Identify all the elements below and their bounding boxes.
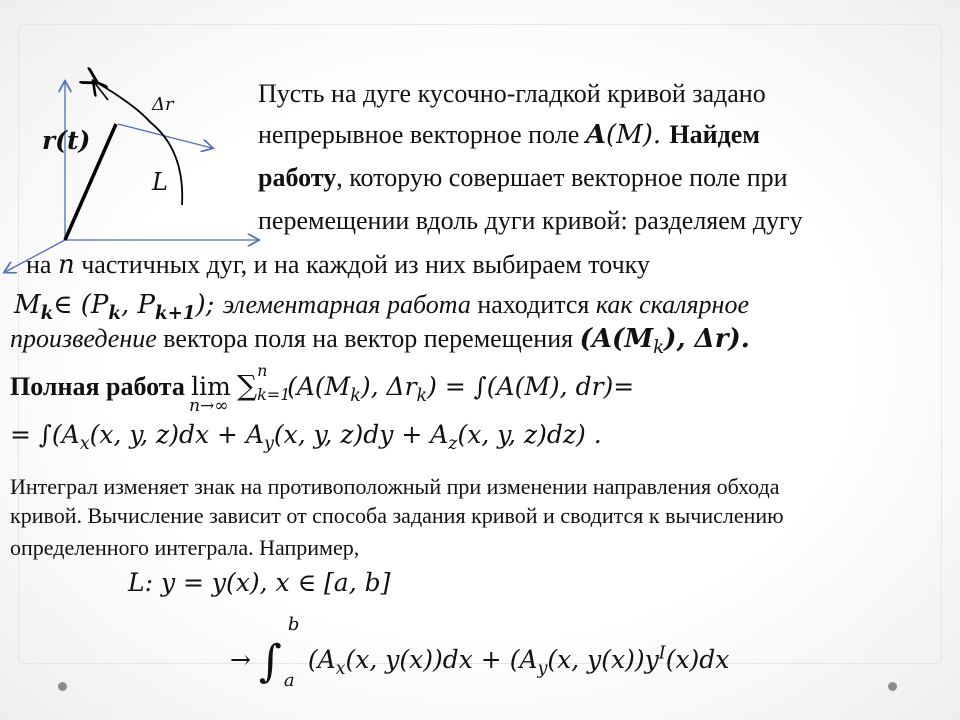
delta-r-vector	[118, 124, 212, 148]
intro-line-2: непрерывное векторное поле A(M). Найдем	[258, 120, 761, 150]
slide-dot-left	[58, 682, 67, 691]
final-integral: → ∫ b a ($A_x(x$, $y(x))dx + (A_y(x$, $y(x))y^I(x)dx$	[230, 614, 730, 691]
slide-dot-right	[888, 682, 897, 691]
intro-line-6: $M_k\in$ ($P_k$, $P_{k+1}$); элементарная работа находится как скалярное	[14, 290, 749, 325]
intro-line-5: на n частичных дуг, и на каждой из них выбираем точку	[26, 250, 650, 280]
para2-line-3: определенного интеграла. Например,	[10, 535, 360, 560]
intro-line-3: работу, которую совершает векторное поле при	[258, 163, 788, 192]
full-work-formula: Полная работа lim n→∞ ∑ n k=1 ($A(M_k)$, $\Delta r_k) = \int(A(M)$, dr)=	[10, 361, 635, 416]
intro-line-1: Пусть на дуге кусочно-гладкой кривой задано	[258, 79, 766, 108]
para2-line-2: кривой. Вычисление зависит от способа задания кривой и сводится к вычислению	[10, 503, 784, 528]
label-L: L	[152, 168, 168, 196]
intro-line-4: перемещении вдоль дуги кривой: разделяем дугу	[258, 206, 803, 235]
curve-definition: L: y = y(x), x ∈ [a, b]	[128, 568, 391, 597]
label-r-t: r(t)	[42, 126, 91, 155]
expanded-integral: = $\int(A_x(x$, y, $z)dx + A_y(x$, y, $z)dy + A_z(x$, y, z)dz) .	[10, 420, 602, 454]
intro-line-7: произведение вектора поля на вектор перемещения ($A(M_k)$, Δr).	[10, 324, 750, 359]
para2-line-1: Интеграл изменяет знак на противоположный при изменении направления обхода	[10, 474, 780, 499]
label-delta-r: Δr	[152, 94, 174, 115]
